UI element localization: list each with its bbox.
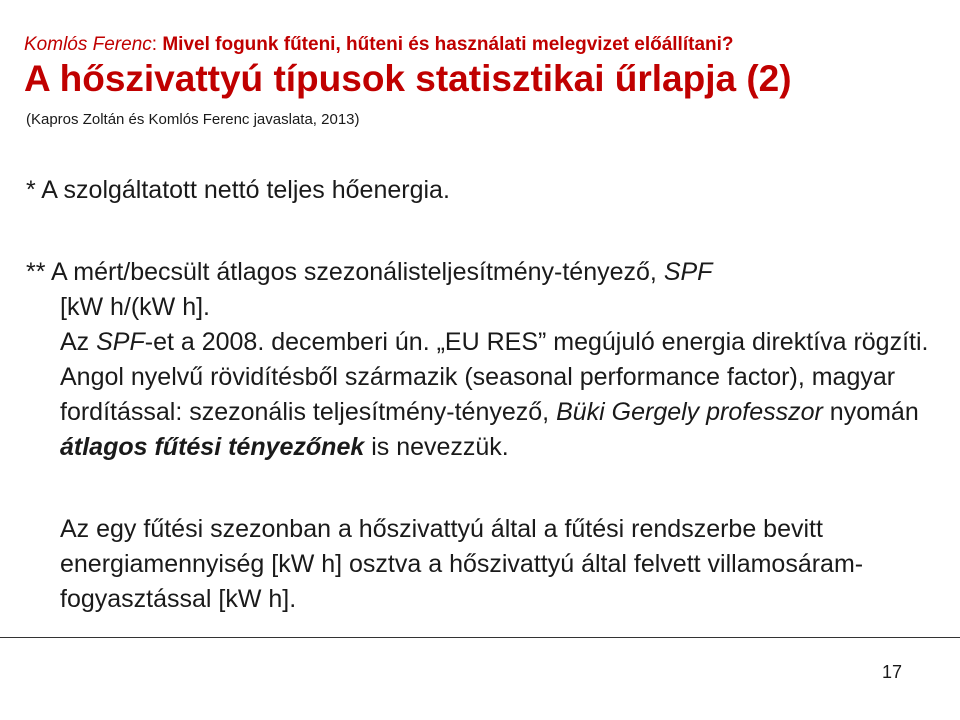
spf-line1-term: SPF <box>663 258 713 286</box>
spf-line2-unit: [kW h/(kW h]. <box>60 293 210 321</box>
spf-expl-mid1: -et a 2008. decemberi ún. „EU RES” megújuló energia direktíva rögzíti. Angol nyelvű rövidítésből származik (seasonal performance factor), magyar fordítással: szezonális teljesítmény-tényező, <box>60 328 929 426</box>
slide-subtitle: (Kapros Zoltán és Komlós Ferenc javaslata, 2013) <box>26 111 360 128</box>
footer-divider <box>0 637 960 638</box>
spf-definition: Az egy fűtési szezonban a hőszivattyú által a fűtési rendszerbe bevitt energiamennyiség [kW h] osztva a hőszivattyú által felvett villamosáram-fogyasztással [kW h]. <box>60 515 864 613</box>
spf-expl-prefix: Az <box>60 328 97 356</box>
spf-expl-term-hu: átlagos fűtési tényezőnek <box>60 433 365 461</box>
spf-expl-professor: Büki Gergely professzor <box>556 398 823 426</box>
spf-expl-mid2: nyomán <box>822 398 919 426</box>
page-number: 17 <box>881 662 902 682</box>
spf-explanation <box>26 325 946 465</box>
spf-line1-prefix: ** A mért/becsült átlagos szezonálisteljesítmény-tényező, <box>26 258 664 286</box>
header-separator: : <box>151 34 158 55</box>
footnote-net-heat: * A szolgáltatott nettó teljes hőenergia. <box>26 176 450 204</box>
header-author: Komlós Ferenc <box>24 34 152 55</box>
header-line <box>24 34 734 56</box>
spf-expl-term: SPF <box>96 328 145 356</box>
slide-title: A hőszivattyú típusok statisztikai űrlapja (2) <box>24 58 792 99</box>
footnote-spf <box>26 255 946 465</box>
header-topic: Mivel fogunk fűteni, hűteni és használati melegvizet előállítani? <box>157 34 734 55</box>
spf-expl-end: is nevezzük. <box>364 433 509 461</box>
